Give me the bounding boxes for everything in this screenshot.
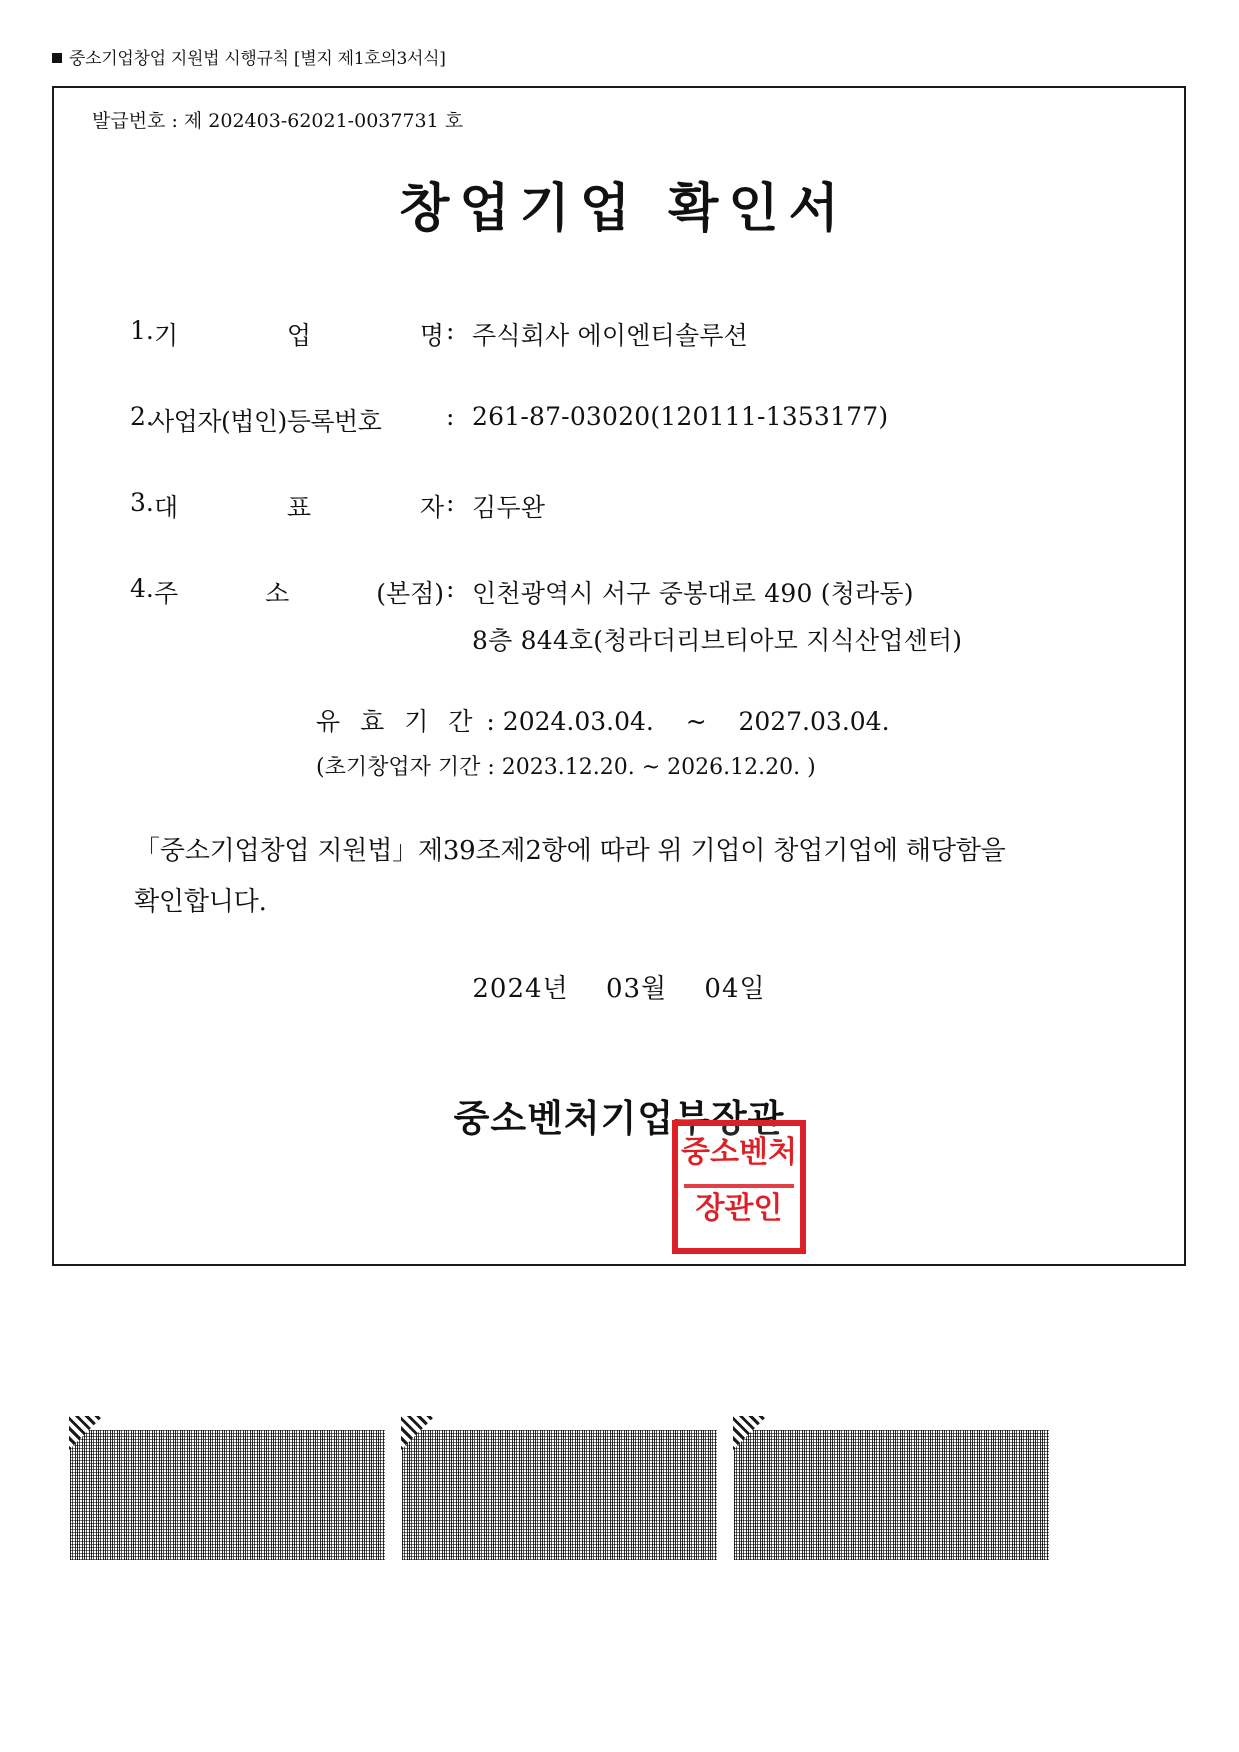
- field-value-business-registration-number: 261-87-03020(120111-1353177): [472, 402, 889, 431]
- field-label-part-1: 기: [154, 321, 179, 350]
- barcode-1: [70, 1430, 385, 1560]
- barcode-corner-marker-icon: [69, 1416, 103, 1450]
- field-representative: [54, 488, 1184, 574]
- field-label: [154, 574, 444, 610]
- field-label-part-1: 주: [154, 579, 179, 608]
- field-label-part-3: (본점): [376, 579, 444, 608]
- field-colon: :: [446, 402, 455, 431]
- field-list: [54, 316, 1184, 660]
- field-label: 사업자(법인)등록번호: [150, 407, 382, 436]
- field-colon: :: [446, 316, 455, 345]
- field-number: 2.: [130, 402, 154, 431]
- field-value-representative: 김두완: [472, 493, 546, 522]
- field-label-part-3: 명: [419, 321, 444, 350]
- field-number: 4.: [130, 574, 154, 603]
- signatory-name: 중소벤처기업부장관: [453, 1096, 785, 1140]
- issue-number: 발급번호 : 제 202403-62021-0037731 호: [92, 110, 464, 132]
- barcode-corner-marker-icon: [733, 1416, 767, 1450]
- validity-start: 2024.03.04.: [502, 707, 654, 736]
- barcode-corner-marker-icon: [401, 1416, 435, 1450]
- field-value-address-line2: 8층 844호(청라더리브티아모 지식산업센터): [472, 626, 963, 655]
- validity-sub-period: (초기창업자 기간 : 2023.12.20. ~ 2026.12.20. ): [316, 755, 816, 780]
- bullet-square-icon: [52, 53, 62, 63]
- field-label-part-2: 소: [265, 579, 290, 608]
- field-business-registration-number: [54, 402, 1184, 488]
- field-address: [54, 574, 1184, 660]
- barcode-2: [402, 1430, 717, 1560]
- validity-main: [316, 702, 890, 738]
- validity-tilde: ~: [685, 707, 707, 736]
- field-number: 3.: [130, 488, 154, 517]
- barcode-strip: [70, 1430, 1170, 1565]
- issue-date: [54, 968, 1184, 1005]
- seal-divider: [684, 1184, 794, 1188]
- field-label: [154, 316, 444, 352]
- field-value-company-name: 주식회사 에이엔티솔루션: [472, 321, 748, 350]
- field-value-address-line1: 인천광역시 서구 중봉대로 490 (청라동): [472, 579, 914, 608]
- field-label-part-1: 대: [154, 493, 179, 522]
- seal-line-1: 중소벤처: [681, 1135, 797, 1170]
- barcode-3: [734, 1430, 1049, 1560]
- field-label-part-3: 자: [419, 493, 444, 522]
- field-colon: :: [446, 488, 455, 517]
- signature-block: [54, 1088, 1184, 1142]
- statement: [134, 826, 1124, 927]
- statement-line-1: 「중소기업창업 지원법」제39조제2항에 따라 위 기업이 창업기업에 해당함을: [134, 836, 1006, 866]
- validity-label: 유 효 기 간: [316, 707, 479, 736]
- field-label: [154, 488, 444, 524]
- field-company-name: [54, 316, 1184, 402]
- form-header: [52, 44, 446, 69]
- validity-colon: :: [486, 707, 495, 736]
- field-colon: :: [446, 574, 455, 603]
- seal-line-2: 장관인: [695, 1191, 783, 1226]
- page-title: 창업기업 확인서: [399, 178, 849, 239]
- certificate-box: [52, 86, 1186, 1266]
- issue-date-year: 2024년: [472, 974, 569, 1004]
- field-label-part-2: 업: [286, 321, 312, 350]
- field-label-part-2: 표: [286, 493, 312, 522]
- issue-date-day: 04일: [704, 974, 766, 1004]
- form-header-text: 중소기업창업 지원법 시행규칙 [별지 제1호의3서식]: [69, 49, 446, 69]
- statement-line-2: 확인합니다.: [134, 886, 267, 917]
- issue-date-month: 03월: [605, 974, 668, 1004]
- validity-end: 2027.03.04.: [738, 707, 890, 736]
- official-seal-icon: [672, 1120, 806, 1254]
- field-number: 1.: [130, 316, 154, 345]
